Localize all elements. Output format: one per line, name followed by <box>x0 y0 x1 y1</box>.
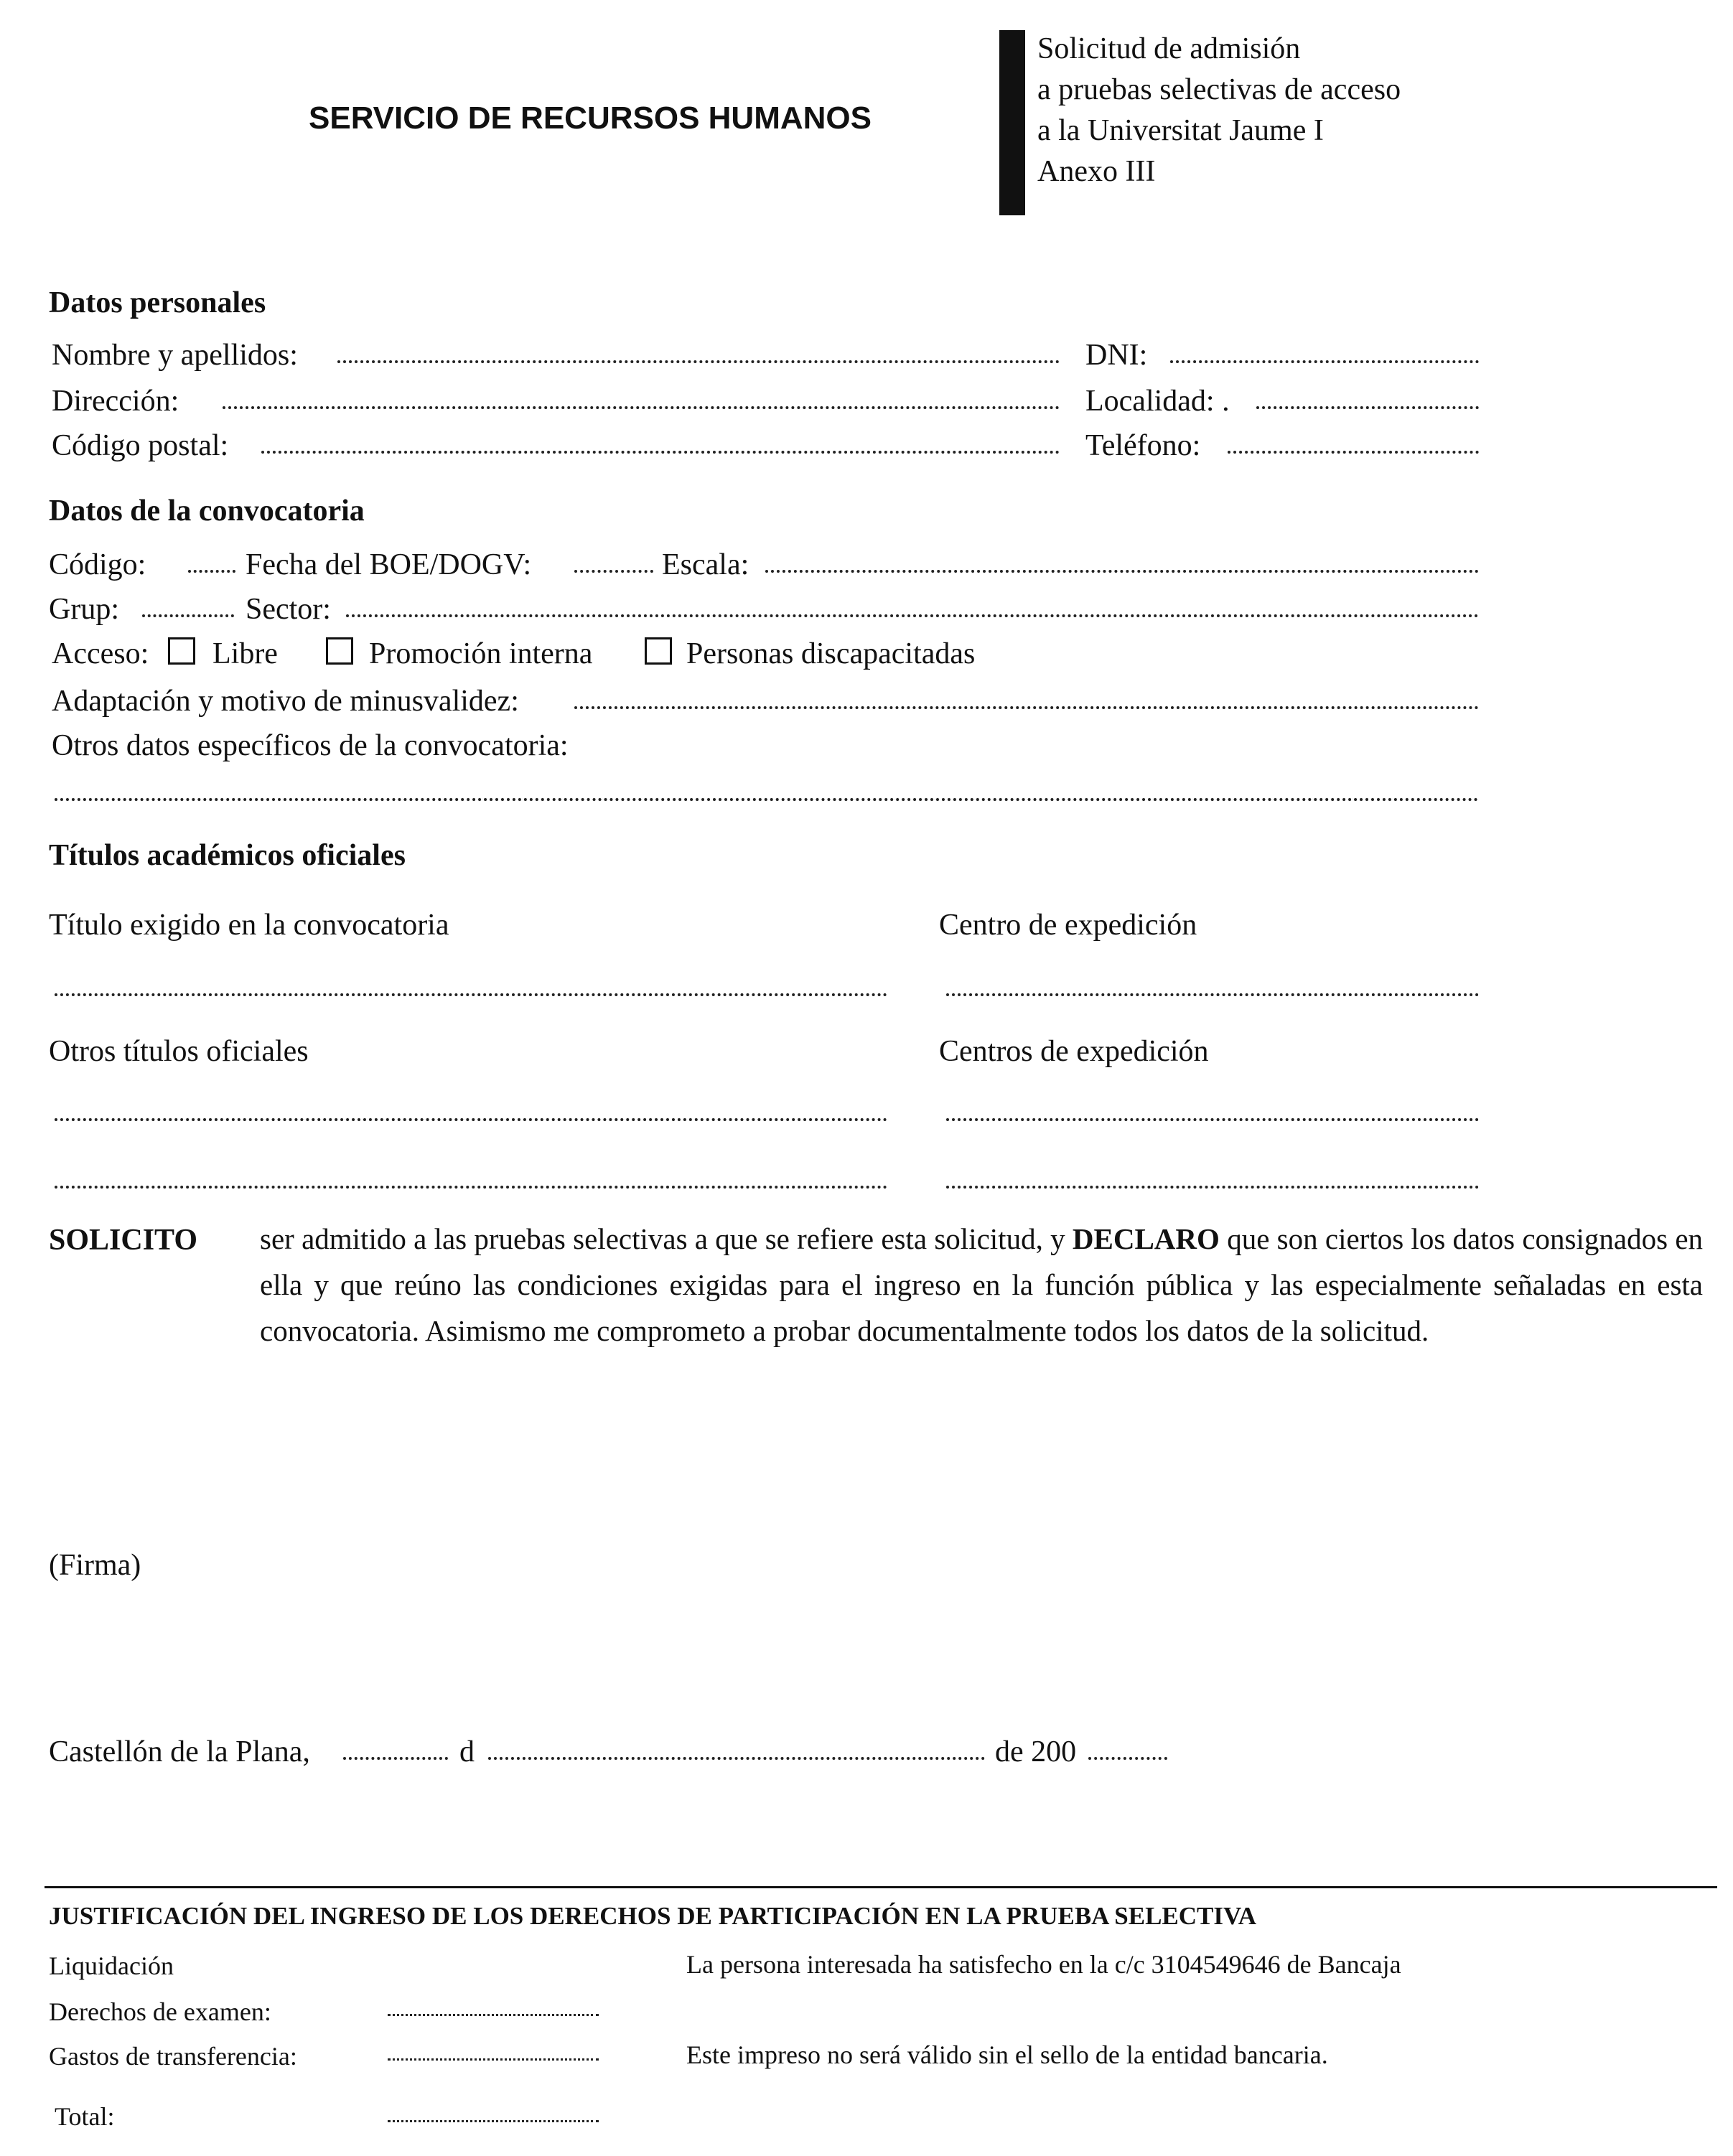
other-titles-label: Otros títulos oficiales <box>49 1035 309 1068</box>
liquidation-label: Liquidación <box>49 1951 174 1980</box>
code-field[interactable] <box>188 570 235 573</box>
address-field[interactable] <box>223 406 1060 409</box>
dni-field[interactable] <box>1170 360 1479 363</box>
sector-label: Sector: <box>246 593 331 626</box>
month-prefix: d <box>459 1735 475 1768</box>
declare-keyword: DECLARO <box>1072 1222 1220 1255</box>
locality-label: Localidad: . <box>1085 385 1230 418</box>
code-label: Código: <box>49 548 146 581</box>
form-title-line-3: a la Universitat Jaume I <box>1037 114 1324 147</box>
personal-heading: Datos personales <box>49 286 266 319</box>
other-data-field[interactable] <box>55 798 1479 801</box>
issuing-center-label: Centro de expedición <box>939 909 1197 942</box>
name-field[interactable] <box>337 360 1060 363</box>
total-field[interactable] <box>388 2120 599 2122</box>
form-title <box>1037 29 1401 192</box>
other-data-label: Otros datos específicos de la convocatoria: <box>52 729 569 762</box>
sector-field[interactable] <box>346 614 1479 617</box>
locality-field[interactable] <box>1256 406 1479 409</box>
other-titles-field-1[interactable] <box>55 1118 887 1121</box>
bank-note: La persona interesada ha satisfecho en la c/c 3104549646 de Bancaja <box>686 1950 1401 1979</box>
name-label: Nombre y apellidos: <box>52 339 298 372</box>
total-label: Total: <box>55 2102 115 2131</box>
other-titles-field-2[interactable] <box>55 1186 887 1189</box>
scale-field[interactable] <box>765 570 1479 573</box>
adaptation-label: Adaptación y motivo de minusvalidez: <box>52 685 519 718</box>
issuing-centers-label: Centros de expedición <box>939 1035 1209 1068</box>
header-bar <box>999 30 1025 215</box>
call-heading: Datos de la convocatoria <box>49 495 365 528</box>
place-label: Castellón de la Plana, <box>49 1735 310 1768</box>
exam-fees-label: Derechos de examen: <box>49 1997 271 2026</box>
year-field[interactable] <box>1088 1757 1167 1760</box>
scale-label: Escala: <box>662 548 749 581</box>
group-label: Grup: <box>49 593 119 626</box>
form-title-line-2: a pruebas selectivas de acceso <box>1037 73 1401 106</box>
date-label: Fecha del BOE/DOGV: <box>246 548 532 581</box>
request-text-before: ser admitido a las pruebas selectivas a que se refiere esta solicitud, y <box>260 1222 1065 1255</box>
month-field[interactable] <box>488 1757 985 1760</box>
request-text-after: que son ciertos los datos consignados en ella y que reúno las condiciones exigidas para el ingreso en la función pública y las especialmente señaladas en esta convocatoria. Asimismo me comprometo a probar documentalmente todos los datos de la solicitud. <box>260 1222 1704 1347</box>
payment-divider <box>45 1886 1717 1888</box>
issuing-centers-field-1[interactable] <box>946 1118 1479 1121</box>
address-label: Dirección: <box>52 385 179 418</box>
group-field[interactable] <box>142 614 234 617</box>
phone-field[interactable] <box>1228 451 1479 454</box>
postal-field[interactable] <box>261 451 1060 454</box>
access-label: Acceso: <box>52 637 149 670</box>
payment-heading: JUSTIFICACIÓN DEL INGRESO DE LOS DERECHOS DE PARTICIPACIÓN EN LA PRUEBA SELECTIVA <box>49 1902 1257 1930</box>
postal-label: Código postal: <box>52 429 229 462</box>
form-title-line-1: Solicitud de admisión <box>1037 32 1301 65</box>
issuing-center-field[interactable] <box>946 993 1479 996</box>
department-title: SERVICIO DE RECURSOS HUMANOS <box>309 100 872 136</box>
required-title-label: Título exigido en la convocatoria <box>49 909 449 942</box>
phone-label: Teléfono: <box>1085 429 1201 462</box>
access-discapacitadas-checkbox[interactable] <box>645 637 672 665</box>
required-title-field[interactable] <box>55 993 887 996</box>
exam-fees-field[interactable] <box>388 2014 599 2016</box>
access-libre-label: Libre <box>212 637 278 670</box>
access-promocion-checkbox[interactable] <box>326 637 353 665</box>
adaptation-field[interactable] <box>574 706 1479 709</box>
titles-heading: Títulos académicos oficiales <box>49 839 406 872</box>
signature-label: (Firma) <box>49 1549 141 1582</box>
access-discapacitadas-label: Personas discapacitadas <box>686 637 976 670</box>
access-libre-checkbox[interactable] <box>168 637 195 665</box>
request-paragraph <box>260 1216 1703 1354</box>
validity-note: Este impreso no será válido sin el sello de la entidad bancaria. <box>686 2040 1328 2069</box>
form-title-line-4: Anexo III <box>1037 155 1156 188</box>
day-field[interactable] <box>343 1757 448 1760</box>
transfer-fees-label: Gastos de transferencia: <box>49 2042 297 2071</box>
date-field[interactable] <box>574 570 653 573</box>
year-prefix: de 200 <box>995 1735 1077 1768</box>
request-keyword: SOLICITO <box>49 1224 197 1257</box>
transfer-fees-field[interactable] <box>388 2058 599 2061</box>
issuing-centers-field-2[interactable] <box>946 1186 1479 1189</box>
dni-label: DNI: <box>1085 339 1148 372</box>
access-promocion-label: Promoción interna <box>369 637 593 670</box>
